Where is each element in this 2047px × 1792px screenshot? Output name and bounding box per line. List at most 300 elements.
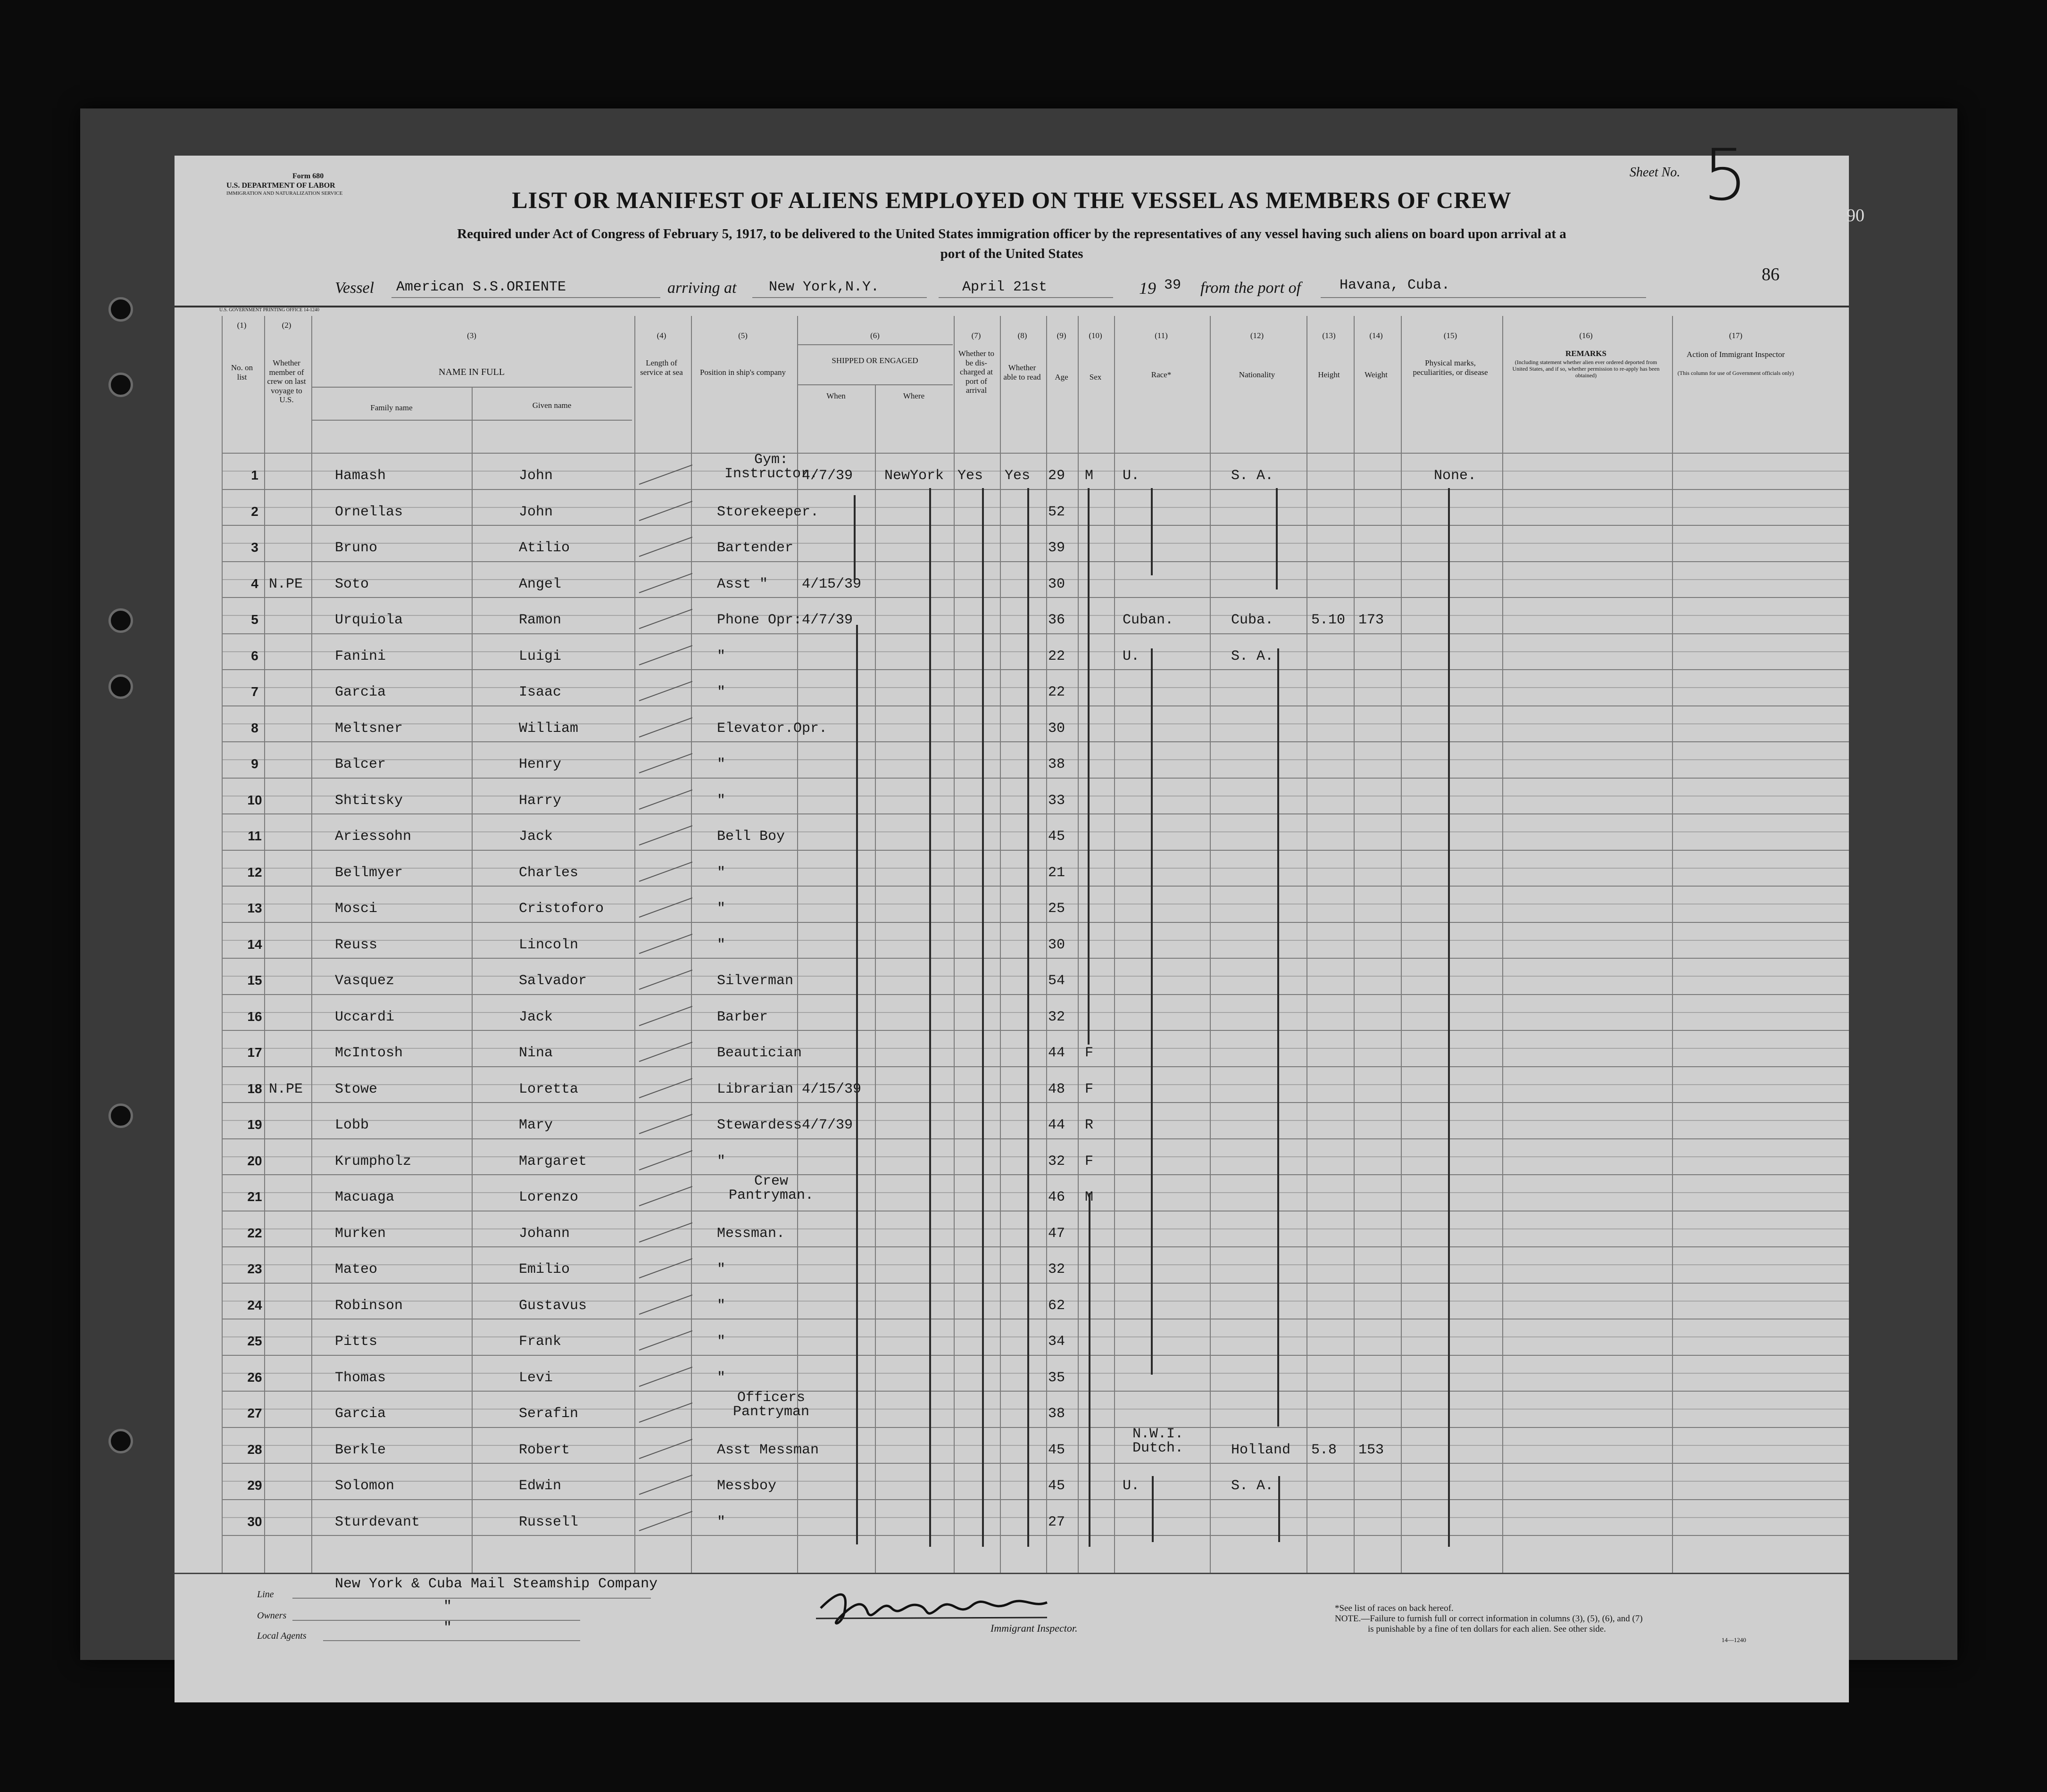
grid-line: [222, 759, 1849, 760]
grid-line: [222, 651, 1849, 652]
cell-race: U.: [1123, 1478, 1140, 1494]
ditto-line: [1151, 488, 1153, 575]
grid-line: [222, 1120, 1849, 1121]
cell-no: 6: [251, 648, 258, 663]
cell-when: 4/7/39: [802, 468, 853, 484]
grid-line: [222, 831, 1849, 832]
line-label: Line: [257, 1589, 274, 1600]
service-length-mark: [639, 1258, 692, 1278]
col-14-number: (14): [1369, 331, 1383, 340]
col-9-number: (9): [1057, 331, 1066, 340]
cell-no: 2: [251, 504, 258, 519]
ditto-line: [1276, 488, 1278, 589]
binder-hole: [108, 674, 133, 699]
col-10-number: (10): [1089, 331, 1102, 340]
cell-family: Mosci: [335, 901, 378, 917]
from-underline: [1321, 297, 1646, 298]
service-length-mark: [639, 897, 692, 918]
cell-position: Gym: Instructor.: [724, 452, 818, 482]
cell-family: Shtitsky: [335, 792, 403, 809]
col-3b-header: Given name: [532, 401, 572, 410]
vessel-underline: [391, 297, 660, 298]
col-7-header: Whether to be dis-charged at port of arrival: [958, 349, 994, 395]
column-rule: [311, 316, 312, 1573]
cell-age: 25: [1048, 901, 1065, 917]
col-3-number: (3): [467, 331, 476, 340]
cell-age: 21: [1048, 864, 1065, 881]
col-8-number: (8): [1017, 331, 1027, 340]
service: IMMIGRATION AND NATURALIZATION SERVICE: [226, 191, 343, 196]
cell-height: 5.10: [1311, 612, 1346, 628]
col-2-number: (2): [282, 321, 291, 330]
column-rule: [1000, 316, 1001, 1573]
service-length-mark: [639, 1475, 692, 1495]
cell-position: ": [717, 864, 726, 881]
service-length-mark: [639, 1294, 692, 1315]
cell-no: 25: [247, 1334, 262, 1348]
cell-age: 32: [1048, 1153, 1065, 1170]
grid-line: [222, 1246, 1849, 1247]
grid-line: [222, 868, 1849, 869]
cell-family: Meltsner: [335, 720, 403, 737]
service-length-mark: [639, 862, 692, 882]
arriving-underline: [752, 297, 927, 298]
inspector-label: Immigrant Inspector.: [990, 1622, 1078, 1634]
cell-family: Lobb: [335, 1117, 369, 1133]
cell-position: Beautician: [717, 1045, 802, 1061]
cell-given: Levi: [519, 1369, 553, 1386]
binder-hole: [108, 373, 133, 397]
grid-line: [222, 1228, 1849, 1229]
cell-position: Elevator.Opr.: [717, 720, 828, 737]
cell-age: 35: [1048, 1369, 1065, 1386]
manifest-sheet: [175, 134, 1864, 1702]
subtitle: Required under Act of Congress of February 5, 1917, to be delivered to the United States immigration officer by the representatives of any vessel having such aliens on board upon arrival at a: [457, 226, 1566, 241]
cell-family: Krumpholz: [335, 1153, 412, 1170]
grid-line: [222, 1048, 1849, 1049]
cell-family: Thomas: [335, 1369, 386, 1386]
binder-hole: [108, 1429, 133, 1453]
cell-position: Bartender: [717, 540, 794, 556]
cell-family: Pitts: [335, 1334, 378, 1350]
cell-family: Sturdevant: [335, 1514, 420, 1530]
cell-position: ": [717, 1153, 726, 1170]
cell-age: 38: [1048, 1406, 1065, 1422]
column-rule: [954, 316, 955, 1573]
grid-line: [222, 669, 1849, 670]
col-7-number: (7): [971, 331, 981, 340]
grid-line: [222, 1499, 1849, 1500]
cell-position: ": [717, 1261, 726, 1278]
table-top: [175, 306, 1849, 307]
cell-position: Officers Pantryman: [732, 1390, 810, 1420]
cell-age: 48: [1048, 1081, 1065, 1097]
ditto-line: [1151, 648, 1153, 1375]
cell-sex: M: [1085, 1189, 1094, 1205]
cell-position: Barber: [717, 1009, 768, 1025]
cell-family: Ornellas: [335, 504, 403, 520]
cell-age: 27: [1048, 1514, 1065, 1530]
cell-position: Messboy: [717, 1478, 777, 1494]
cell-family: Murken: [335, 1225, 386, 1242]
cell-sex: F: [1085, 1045, 1094, 1061]
column-rule: [1078, 316, 1079, 1573]
cell-age: 62: [1048, 1297, 1065, 1314]
cell-age: 54: [1048, 973, 1065, 989]
cell-no: 30: [247, 1514, 262, 1529]
cell-race: U.: [1123, 468, 1140, 484]
ditto-line: [982, 488, 984, 1547]
service-length-mark: [639, 1511, 692, 1531]
grid-line: [222, 1283, 1849, 1284]
margin-number: 90: [1847, 206, 1864, 225]
cell-age: 30: [1048, 720, 1065, 737]
header-rule: [797, 344, 953, 345]
col-16-header: REMARKS: [1565, 349, 1606, 358]
cell-position: ": [717, 1514, 726, 1530]
cell-family: Urquiola: [335, 612, 403, 628]
cell-family: Solomon: [335, 1478, 395, 1494]
cell-given: Lorenzo: [519, 1189, 579, 1205]
cell-age: 30: [1048, 576, 1065, 592]
grid-line: [222, 1084, 1849, 1085]
cell-family: Robinson: [335, 1297, 403, 1314]
cell-position: Stewardess: [717, 1117, 802, 1133]
cell-family: Bruno: [335, 540, 378, 556]
owners-label: Owners: [257, 1610, 287, 1621]
service-length-mark: [639, 1402, 692, 1423]
cell-given: Gustavus: [519, 1297, 587, 1314]
ditto-line: [1277, 648, 1279, 1427]
grid-line: [222, 597, 1849, 598]
cell-no: 21: [247, 1189, 262, 1204]
printing-office: U.S. GOVERNMENT PRINTING OFFICE 14-1240: [219, 307, 320, 313]
cell-given: Margaret: [519, 1153, 587, 1170]
cell-race: U.: [1123, 648, 1140, 664]
binder-hole: [108, 1103, 133, 1128]
year-prefix: 19: [1139, 279, 1156, 298]
subtitle-2: port of the United States: [940, 246, 1083, 261]
cell-height: 5.8: [1311, 1442, 1337, 1458]
cell-given: Charles: [519, 864, 579, 881]
grid-line: [222, 453, 1849, 454]
service-length-mark: [639, 501, 692, 521]
cell-family: Uccardi: [335, 1009, 395, 1025]
service-length-mark: [639, 1222, 692, 1243]
grid-line: [222, 687, 1849, 688]
cell-given: Frank: [519, 1334, 562, 1350]
col-12-header: Nationality: [1239, 370, 1275, 379]
cell-given: Loretta: [519, 1081, 579, 1097]
cell-given: Emilio: [519, 1261, 570, 1278]
cell-no: 13: [247, 901, 262, 915]
cell-race: N.W.I. Dutch.: [1132, 1426, 1184, 1456]
line-underline: [292, 1598, 651, 1599]
year: 39: [1164, 277, 1182, 293]
page-title: LIST OR MANIFEST OF ALIENS EMPLOYED ON THE VESSEL AS MEMBERS OF CREW: [512, 187, 1512, 213]
grid-line: [222, 1012, 1849, 1013]
cell-position: ": [717, 1297, 726, 1314]
cell-family: Garcia: [335, 1406, 386, 1422]
cell-race: Cuban.: [1123, 612, 1174, 628]
service-length-mark: [639, 609, 692, 629]
grid-line: [222, 471, 1849, 472]
cell-no: 19: [247, 1117, 262, 1132]
cell-given: William: [519, 720, 579, 737]
ditto-line: [854, 495, 856, 580]
cell-given: Isaac: [519, 684, 562, 700]
grid-line: [222, 1445, 1849, 1446]
cell-no: 18: [247, 1081, 262, 1096]
cell-position: Asst Messman: [717, 1442, 819, 1458]
cell-weight: 173: [1358, 612, 1384, 628]
service-length-mark: [639, 645, 692, 665]
ditto-line: [929, 488, 931, 1547]
binder-hole: [108, 297, 133, 322]
agents-value: ": [443, 1620, 452, 1636]
line-value: New York & Cuba Mail Steamship Company: [335, 1576, 658, 1592]
cell-nat: Cuba.: [1231, 612, 1274, 628]
grid-line: [222, 705, 1849, 706]
grid-line: [222, 1264, 1849, 1265]
cell-position: Messman.: [717, 1225, 785, 1242]
sheet-label: Sheet No.: [1630, 165, 1681, 180]
service-length-mark: [639, 1330, 692, 1351]
grid-line: [222, 525, 1849, 526]
cell-age: 32: [1048, 1009, 1065, 1025]
cell-age: 33: [1048, 792, 1065, 809]
note-penalty-2: is punishable by a fine of ten dollars for each alien. See other side.: [1368, 1624, 1606, 1634]
cell-family: Reuss: [335, 937, 378, 953]
col-16-number: (16): [1579, 331, 1593, 340]
cell-age: 52: [1048, 504, 1065, 520]
cell-family: Stowe: [335, 1081, 378, 1097]
col-1-number: (1): [237, 321, 247, 330]
grid-line: [222, 489, 1849, 490]
cell-no: 11: [248, 829, 262, 843]
cell-given: John: [519, 504, 553, 520]
ditto-line: [1027, 488, 1029, 1547]
cell-family: Balcer: [335, 756, 386, 772]
cell-position: ": [717, 648, 726, 664]
cell-position: ": [717, 1334, 726, 1350]
column-rule: [691, 316, 692, 1573]
cell-when: 4/7/39: [802, 1117, 853, 1133]
service-length-mark: [639, 970, 692, 990]
col-12-number: (12): [1250, 331, 1264, 340]
cell-given: Serafin: [519, 1406, 579, 1422]
cell-given: Luigi: [519, 648, 562, 664]
col-17-subheader: (This column for use of Government officials only): [1677, 370, 1794, 376]
grid-line: [222, 579, 1849, 580]
cell-age: 44: [1048, 1045, 1065, 1061]
grid-line: [222, 723, 1849, 724]
cell-family: Soto: [335, 576, 369, 592]
column-rule: [1672, 316, 1673, 1573]
cell-given: Jack: [519, 829, 553, 845]
form-code: 14—1240: [1722, 1636, 1746, 1643]
cell-no: 10: [247, 792, 262, 807]
cell-age: 47: [1048, 1225, 1065, 1242]
cell-age: 39: [1048, 540, 1065, 556]
cell-no: 9: [251, 756, 258, 771]
grid-line: [222, 1517, 1849, 1518]
cell-given: Edwin: [519, 1478, 562, 1494]
ditto-line: [1152, 1476, 1154, 1542]
cell-no: 20: [247, 1153, 262, 1168]
grid-line: [222, 615, 1849, 616]
cell-position: Crew Pantryman.: [728, 1173, 814, 1203]
cell-family: Macuaga: [335, 1189, 395, 1205]
margin-number: 86: [1762, 265, 1780, 284]
grid-line: [222, 813, 1849, 814]
cell-nat: S. A.: [1231, 648, 1274, 664]
cell-family: Mateo: [335, 1261, 378, 1278]
grid-line: [222, 1301, 1849, 1302]
cell-no: 14: [247, 937, 262, 952]
vessel-label: Vessel: [335, 279, 374, 297]
cell-family: Berkle: [335, 1442, 386, 1458]
cell-age: 45: [1048, 1442, 1065, 1458]
cell-no: 22: [247, 1225, 262, 1240]
cell-no: 1: [251, 468, 258, 482]
grid-line: [222, 561, 1849, 562]
cell-given: Nina: [519, 1045, 553, 1061]
cell-no: 12: [247, 864, 262, 879]
cell-position: ": [717, 756, 726, 772]
cell-position: ": [717, 1369, 726, 1386]
column-rule: [1046, 316, 1047, 1573]
grid-line: [222, 1192, 1849, 1193]
col-6-number: (6): [870, 331, 880, 340]
col-10-header: Sex: [1089, 373, 1102, 382]
cell-age: 29: [1048, 468, 1065, 484]
grid-line: [222, 994, 1849, 995]
cell-family: Fanini: [335, 648, 386, 664]
cell-no: 16: [247, 1009, 262, 1024]
col-13-number: (13): [1322, 331, 1336, 340]
service-length-mark: [639, 573, 692, 593]
col-4-number: (4): [657, 331, 666, 340]
date-underline: [939, 297, 1113, 298]
col-8-header: Whether able to read: [1003, 363, 1041, 382]
cell-age: 45: [1048, 1478, 1065, 1494]
cell-no: 15: [247, 973, 262, 987]
cell-age: 30: [1048, 937, 1065, 953]
service-length-mark: [639, 1439, 692, 1459]
cell-age: 44: [1048, 1117, 1065, 1133]
cell-given: Harry: [519, 792, 562, 809]
service-length-mark: [639, 1186, 692, 1206]
grid-line: [222, 633, 1849, 634]
column-rule: [1114, 316, 1115, 1573]
grid-line: [222, 1355, 1849, 1356]
owners-value: ": [443, 1599, 452, 1615]
cell-given: Mary: [519, 1117, 553, 1133]
cell-position: Asst ": [717, 576, 768, 592]
cell-family: Garcia: [335, 684, 386, 700]
col-3-header: NAME IN FULL: [439, 367, 505, 377]
cell-age: 34: [1048, 1334, 1065, 1350]
col-11-number: (11): [1155, 331, 1168, 340]
grid-line: [222, 543, 1849, 544]
agents-label: Local Agents: [257, 1631, 307, 1641]
cell-family: Ariessohn: [335, 829, 412, 845]
binder-hole: [108, 608, 133, 633]
cell-sex: M: [1085, 468, 1094, 484]
grid-line: [222, 1102, 1849, 1103]
col-5-number: (5): [738, 331, 748, 340]
cell-nat: S. A.: [1231, 468, 1274, 484]
cell-age: 46: [1048, 1189, 1065, 1205]
col-6-header: SHIPPED OR ENGAGED: [832, 356, 918, 365]
service-length-mark: [639, 789, 692, 810]
arriving-label: arriving at: [667, 279, 737, 297]
cell-given: Atilio: [519, 540, 570, 556]
grid-line: [222, 922, 1849, 923]
cell-given: Angel: [519, 576, 562, 592]
cell-age: 22: [1048, 648, 1065, 664]
note-penalty: NOTE.—Failure to furnish full or correct information in columns (3), (5), (6), and (7): [1335, 1614, 1643, 1624]
cell-given: Robert: [519, 1442, 570, 1458]
cell-position: Bell Boy: [717, 829, 785, 845]
cell-age: 22: [1048, 684, 1065, 700]
cell-no: 27: [247, 1406, 262, 1420]
from-port: Havana, Cuba.: [1340, 277, 1450, 293]
cell-family: Vasquez: [335, 973, 395, 989]
grid-line: [222, 1066, 1849, 1067]
grid-line: [222, 940, 1849, 941]
cell-prev: N.PE: [269, 576, 303, 592]
service-length-mark: [639, 1150, 692, 1170]
cell-given: Ramon: [519, 612, 562, 628]
cell-age: 45: [1048, 829, 1065, 845]
cell-no: 26: [247, 1369, 262, 1385]
grid-line: [222, 778, 1849, 779]
cell-given: Henry: [519, 756, 562, 772]
cell-prev: N.PE: [269, 1081, 303, 1097]
grid-line: [222, 1373, 1849, 1374]
grid-line: [222, 1481, 1849, 1482]
cell-no: 28: [247, 1442, 262, 1457]
arrival-date: April 21st: [962, 279, 1048, 295]
cell-position: ": [717, 684, 726, 700]
grid-line: [222, 958, 1849, 959]
grid-line: [222, 1156, 1849, 1157]
column-rule: [222, 316, 223, 1573]
service-length-mark: [639, 753, 692, 773]
cell-given: Johann: [519, 1225, 570, 1242]
cell-age: 32: [1048, 1261, 1065, 1278]
column-rule: [634, 316, 635, 1573]
cell-family: Bellmyer: [335, 864, 403, 881]
col-6b-header: Where: [903, 391, 925, 400]
department: U.S. DEPARTMENT OF LABOR: [226, 182, 335, 190]
col-13-header: Height: [1318, 370, 1340, 379]
service-length-mark: [639, 1114, 692, 1134]
ditto-line: [1448, 488, 1450, 1547]
grid-line: [222, 1138, 1849, 1139]
col-9-header: Age: [1055, 373, 1068, 382]
cell-no: 5: [251, 612, 258, 627]
service-length-mark: [639, 1006, 692, 1026]
service-length-mark: [639, 717, 692, 738]
grid-line: [222, 1336, 1849, 1337]
service-length-mark: [639, 681, 692, 701]
agents-underline: [323, 1640, 580, 1641]
grid-line: [222, 507, 1849, 508]
cell-given: Jack: [519, 1009, 553, 1025]
